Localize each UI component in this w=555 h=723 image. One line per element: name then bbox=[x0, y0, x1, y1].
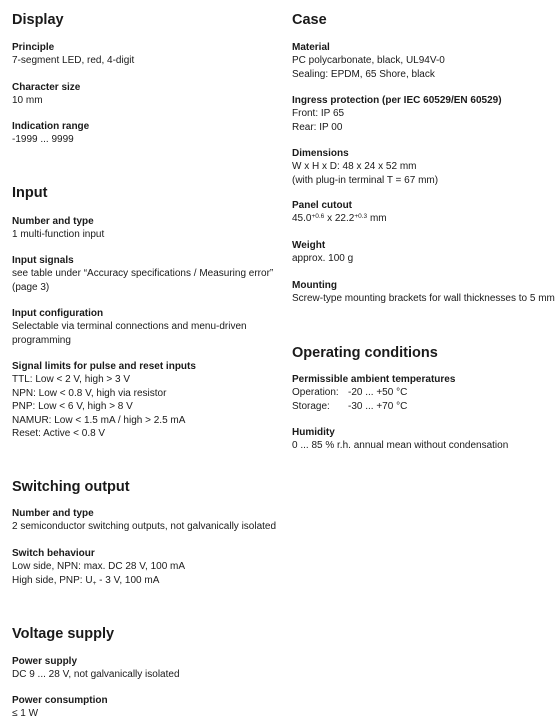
spec-material bbox=[292, 41, 445, 81]
spec-input-configuration bbox=[12, 307, 247, 347]
spec-label: Permissible ambient temperatures bbox=[292, 374, 456, 385]
spec-label: Power consumption bbox=[12, 695, 108, 706]
spec-label: Power supply bbox=[12, 656, 78, 667]
spec-switch-behaviour bbox=[12, 547, 185, 587]
spec-label: Signal limits for pulse and reset inputs bbox=[12, 361, 196, 372]
spec-value: 2 semiconductor switching outputs, not galvanically isolated bbox=[12, 521, 277, 532]
spec-label: Number and type bbox=[12, 508, 94, 519]
spec-label: Humidity bbox=[292, 427, 335, 438]
spec-indication-range bbox=[12, 120, 89, 147]
spec-value: ≤ 1 W bbox=[12, 708, 39, 719]
spec-label: Panel cutout bbox=[292, 200, 353, 211]
spec-value-line: Sealing: EPDM, 65 Shore, black bbox=[292, 68, 435, 80]
spec-power-consumption bbox=[12, 694, 108, 721]
spec-value-line: TTL: Low < 2 V, high > 3 V bbox=[12, 374, 131, 385]
spec-label: Input signals bbox=[12, 255, 74, 266]
spec-value: DC 9 ... 28 V, not galvanically isolated bbox=[12, 669, 180, 680]
spec-label: Dimensions bbox=[292, 148, 349, 159]
spec-label: Ingress protection (per IEC 60529/EN 60529) bbox=[292, 95, 502, 106]
spec-input-number-type bbox=[12, 215, 104, 242]
spec-value-line: High side, PNP: $U_+ - 3$ V, 100 mA bbox=[12, 574, 160, 587]
spec-dimensions bbox=[292, 147, 438, 187]
spec-principle bbox=[12, 41, 134, 68]
spec-signal-limits bbox=[12, 360, 196, 441]
spec-label: Mounting bbox=[292, 280, 337, 291]
spec-value-line: PC polycarbonate, black, UL94V-0 bbox=[292, 55, 445, 66]
spec-value-line: Operation: -20 ... +50 °C bbox=[292, 387, 408, 398]
section-heading-switching-output: Switching output bbox=[12, 479, 130, 495]
spec-value-line: Reset: Active < 0.8 V bbox=[12, 428, 106, 439]
spec-humidity bbox=[292, 426, 508, 453]
spec-value-line: (with plug-in terminal T = 67 mm) bbox=[292, 174, 439, 186]
section-heading-display: Display bbox=[12, 12, 64, 28]
spec-value-line: Storage: -30 ... +70 °C bbox=[292, 400, 408, 412]
spec-value: Screw-type mounting brackets for wall thicknesses to 5 mm bbox=[292, 293, 555, 304]
spec-value: approx. 100 g bbox=[292, 253, 354, 264]
section-heading-case: Case bbox=[292, 12, 327, 28]
spec-mounting bbox=[292, 279, 555, 306]
spec-label: Material bbox=[292, 42, 330, 53]
spec-panel-cutout bbox=[292, 199, 387, 226]
spec-value-line: Rear: IP 00 bbox=[292, 121, 343, 133]
spec-value-line: see table under “Accuracy specifications / Measuring error” bbox=[12, 268, 274, 279]
spec-value-line: PNP: Low < 6 V, high > 8 V bbox=[12, 401, 133, 412]
spec-weight bbox=[292, 239, 353, 266]
spec-power-supply bbox=[12, 655, 180, 682]
spec-value-line: (page 3) bbox=[12, 281, 50, 293]
spec-value-line: programming bbox=[12, 334, 71, 346]
spec-label: Input configuration bbox=[12, 308, 104, 319]
spec-ambient-temperatures bbox=[292, 373, 455, 413]
section-heading-voltage-supply: Voltage supply bbox=[12, 626, 115, 642]
spec-value: $45.0^{+0.6}$ x $22.2^{+0.3}$ mm bbox=[292, 213, 387, 224]
spec-value-line: NPN: Low < 0.8 V, high via resistor bbox=[12, 387, 167, 399]
spec-value: 10 mm bbox=[12, 95, 43, 106]
spec-label: Principle bbox=[12, 42, 55, 53]
spec-value-line: W x H x D: 48 x 24 x 52 mm bbox=[292, 161, 417, 172]
spec-switching-number-type bbox=[12, 507, 276, 534]
spec-label: Number and type bbox=[12, 216, 94, 227]
spec-value: 7-segment LED, red, 4-digit bbox=[12, 55, 135, 66]
spec-value-line: Low side, NPN: max. DC 28 V, 100 mA bbox=[12, 561, 186, 572]
spec-value-line: NAMUR: Low < 1.5 mA / high > 2.5 mA bbox=[12, 414, 186, 426]
spec-input-signals bbox=[12, 254, 273, 294]
spec-label: Indication range bbox=[12, 121, 90, 132]
spec-label: Character size bbox=[12, 82, 81, 93]
section-heading-operating-conditions: Operating conditions bbox=[292, 345, 438, 361]
spec-ingress-protection bbox=[292, 94, 502, 134]
spec-value-line: Front: IP 65 bbox=[292, 108, 345, 119]
section-heading-input: Input bbox=[12, 185, 48, 201]
spec-character-size bbox=[12, 81, 80, 108]
spec-value: 0 ... 85 % r.h. annual mean without condensation bbox=[292, 440, 509, 451]
spec-label: Switch behaviour bbox=[12, 548, 95, 559]
spec-value: 1 multi-function input bbox=[12, 229, 105, 240]
spec-label: Weight bbox=[292, 240, 326, 251]
spec-value-line: Selectable via terminal connections and menu-driven bbox=[12, 321, 247, 332]
spec-value: -1999 ... 9999 bbox=[12, 134, 74, 145]
